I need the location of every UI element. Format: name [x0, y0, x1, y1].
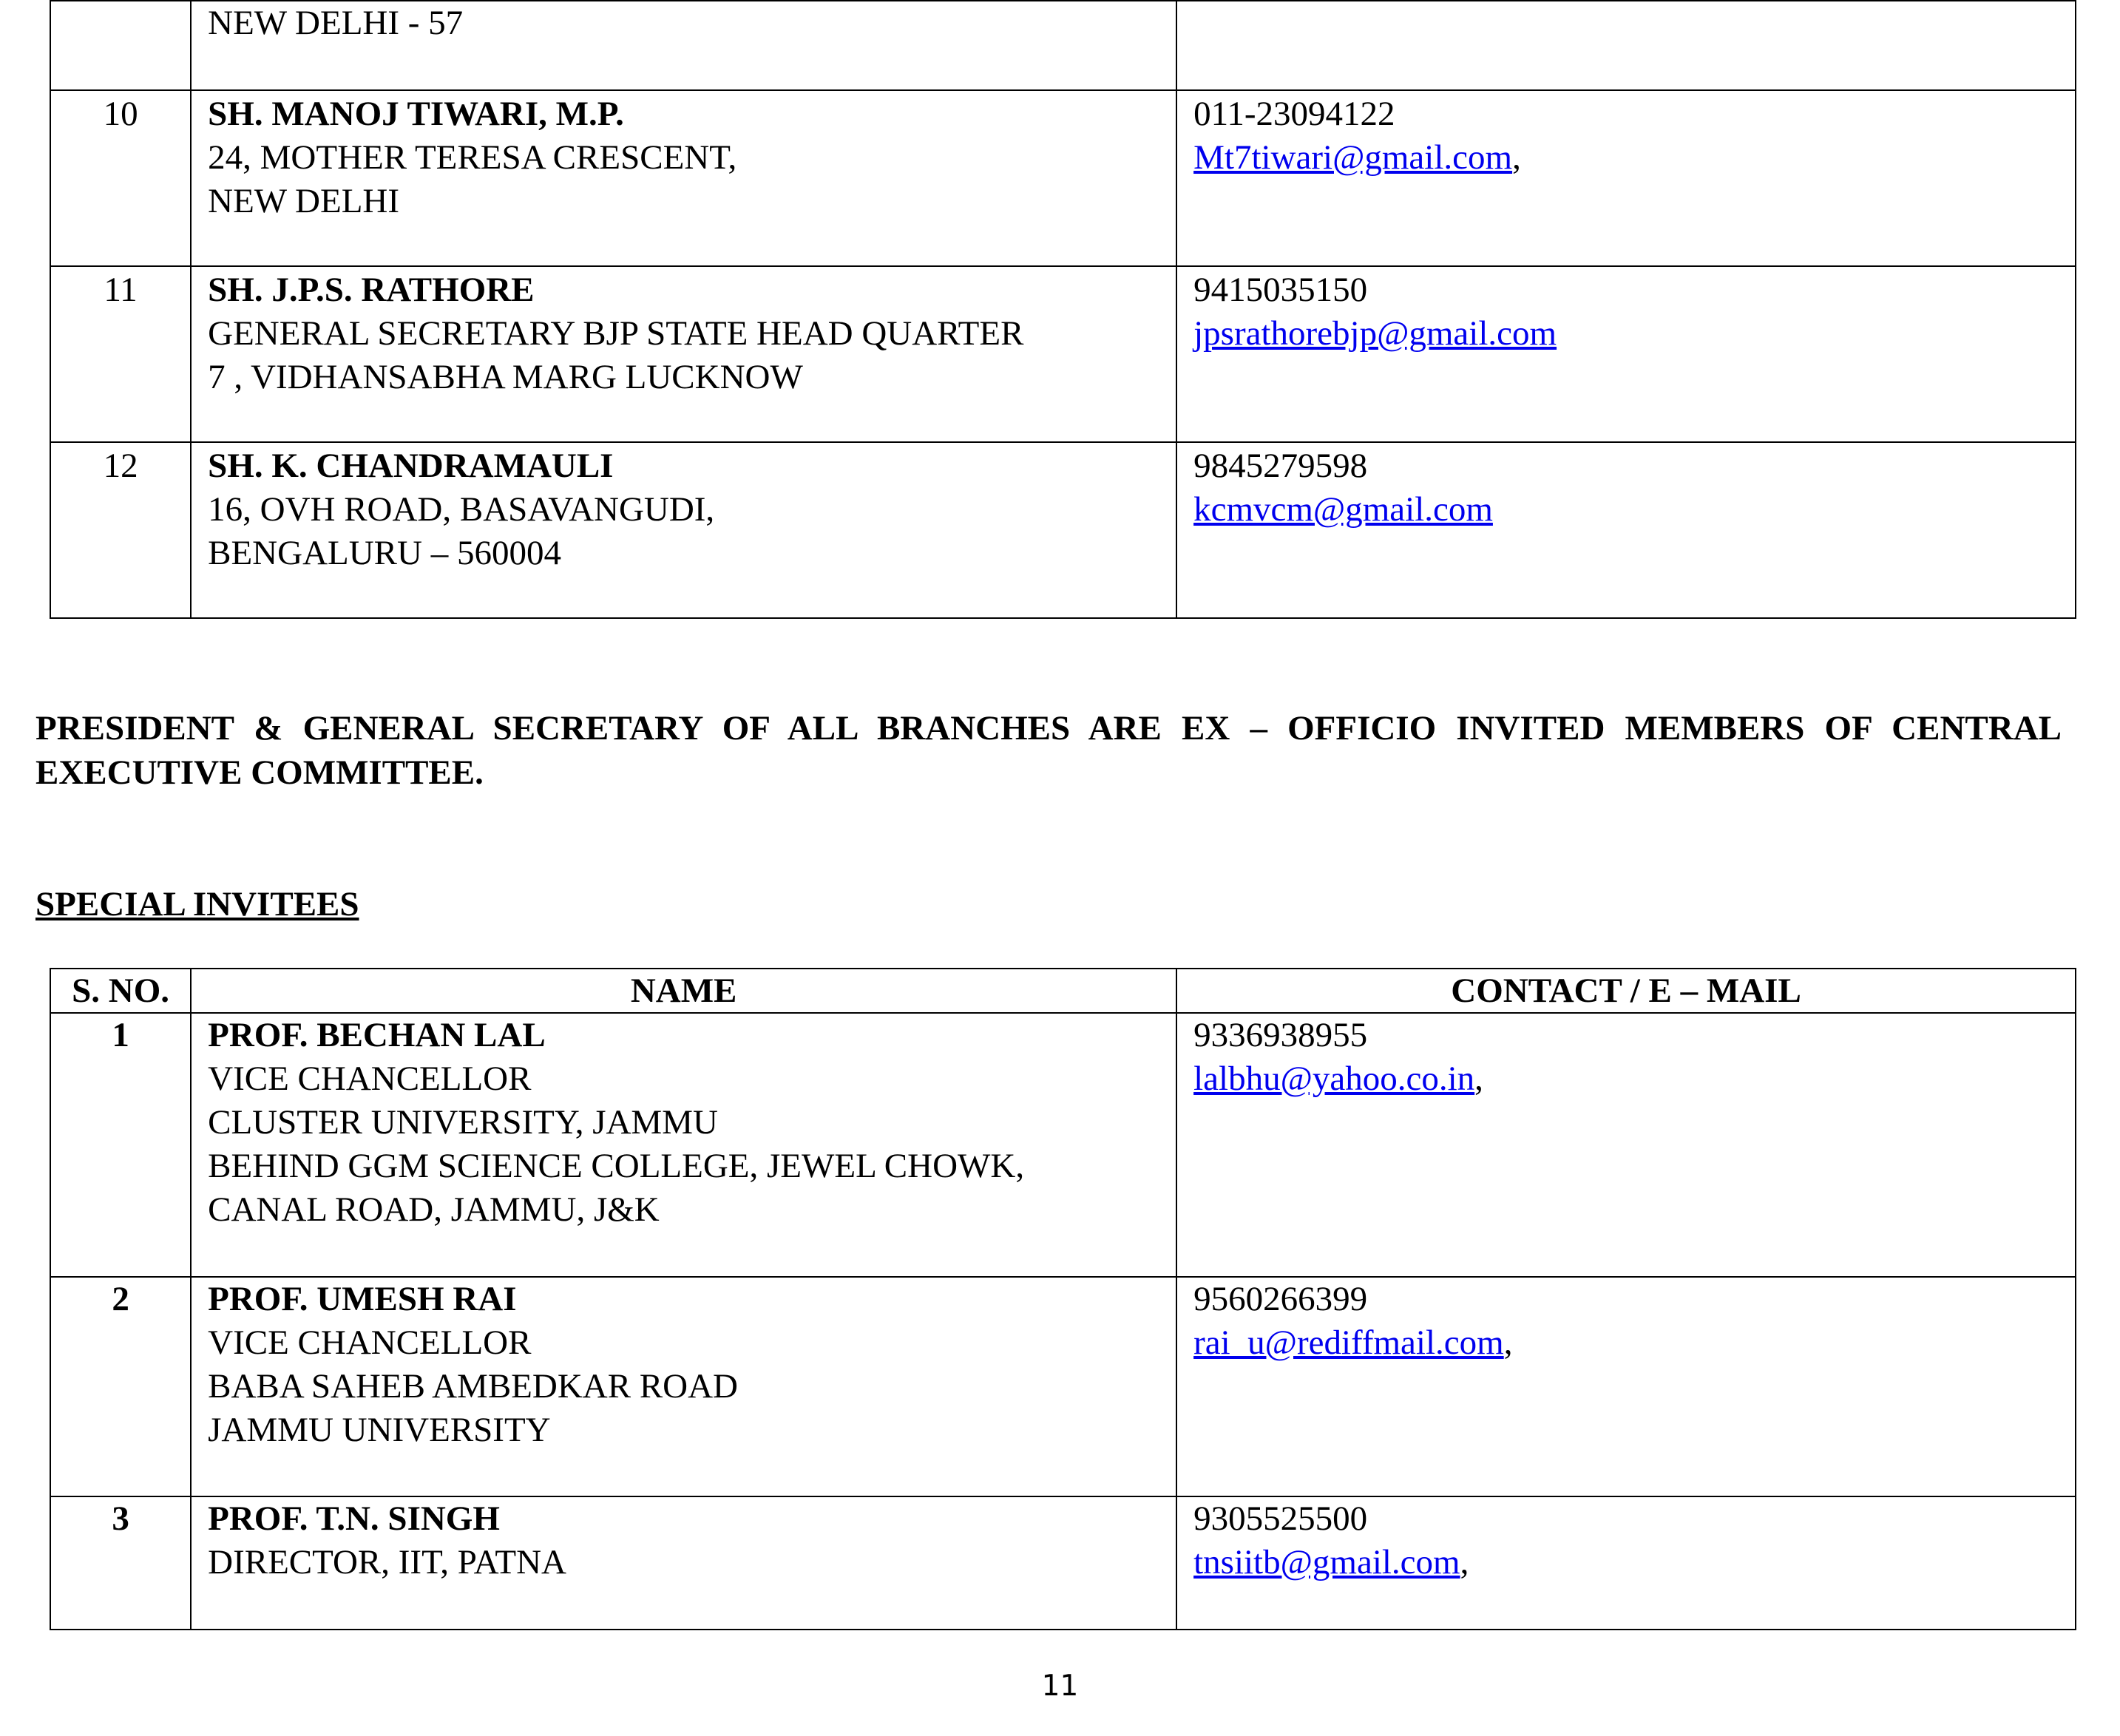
phone: 9336938955: [1193, 1016, 1368, 1054]
header-name: NAME: [191, 969, 1176, 1013]
table-row: [50, 1277, 2076, 1496]
members-table: [50, 0, 2076, 619]
member-name: SH. K. CHANDRAMAULI: [208, 447, 614, 485]
address-line: BABA SAHEB AMBEDKAR ROAD: [208, 1367, 738, 1406]
address-line: DIRECTOR, IIT, PATNA: [208, 1543, 566, 1581]
phone: 9560266399: [1193, 1280, 1368, 1318]
address-line: NEW DELHI: [208, 182, 399, 220]
email-link[interactable]: jpsrathorebjp@gmail.com: [1193, 314, 1557, 353]
name-cell: [191, 1496, 1176, 1630]
sno-cell: 12: [50, 442, 191, 618]
sno-cell: 2: [50, 1277, 191, 1496]
phone: 011-23094122: [1193, 95, 1395, 133]
invitee-name: PROF. UMESH RAI: [208, 1280, 517, 1318]
email-link[interactable]: rai_u@rediffmail.com: [1193, 1323, 1504, 1362]
address-line: NEW DELHI - 57: [208, 4, 464, 42]
phone: 9305525500: [1193, 1499, 1368, 1538]
address-line: 24, MOTHER TERESA CRESCENT,: [208, 138, 737, 177]
email-link[interactable]: lalbhu@yahoo.co.in: [1193, 1059, 1475, 1098]
name-cell: [191, 442, 1176, 618]
table-header-row: [50, 969, 2076, 1013]
ex-officio-notice: PRESIDENT & GENERAL SECRETARY OF ALL BRANCHES ARE EX – OFFICIO INVITED MEMBERS OF CENTRAL EXECUTIVE COMMITTEE.: [35, 709, 2062, 792]
email-link[interactable]: tnsiitb@gmail.com: [1193, 1543, 1460, 1581]
sno-cell: 1: [50, 1013, 191, 1277]
address-line: CLUSTER UNIVERSITY, JAMMU: [208, 1103, 718, 1142]
address-line: 7 , VIDHANSABHA MARG LUCKNOW: [208, 358, 803, 396]
invitee-name: PROF. BECHAN LAL: [208, 1016, 546, 1054]
email-link[interactable]: kcmvcm@gmail.com: [1193, 490, 1493, 529]
contact-cell: 9305525500 tnsiitb@gmail.com,: [1176, 1496, 2076, 1630]
name-cell: [191, 1013, 1176, 1277]
header-contact: CONTACT / E – MAIL: [1176, 969, 2076, 1013]
address-line: JAMMU UNIVERSITY: [208, 1411, 551, 1449]
table-row: [50, 266, 2076, 442]
table-row: [50, 90, 2076, 266]
phone: 9415035150: [1193, 271, 1368, 309]
sno-cell: 10: [50, 90, 191, 266]
address-line: CANAL ROAD, JAMMU, J&K: [208, 1190, 660, 1229]
contact-cell: 9336938955 lalbhu@yahoo.co.in,: [1176, 1013, 2076, 1277]
email-link[interactable]: Mt7tiwari@gmail.com: [1193, 138, 1513, 177]
member-name: SH. J.P.S. RATHORE: [208, 271, 535, 309]
name-cell: [191, 90, 1176, 266]
member-name: SH. MANOJ TIWARI, M.P.: [208, 95, 624, 133]
section-heading: SPECIAL INVITEES: [35, 885, 359, 923]
table-row: [50, 1496, 2076, 1630]
phone: 9845279598: [1193, 447, 1368, 485]
address-line: VICE CHANCELLOR: [208, 1059, 532, 1098]
name-cell: [191, 1277, 1176, 1496]
page-number: 11: [1041, 1669, 1079, 1703]
table-row: [50, 1, 2076, 90]
contact-cell: [1176, 442, 2076, 618]
sno-cell: [50, 1, 191, 90]
table-row: [50, 442, 2076, 618]
address-line: BENGALURU – 560004: [208, 534, 561, 572]
special-invitees-table: [50, 968, 2076, 1630]
header-sno: S. NO.: [50, 969, 191, 1013]
address-line: BEHIND GGM SCIENCE COLLEGE, JEWEL CHOWK,: [208, 1147, 1025, 1185]
invitee-name: PROF. T.N. SINGH: [208, 1499, 500, 1538]
address-line: VICE CHANCELLOR: [208, 1323, 532, 1362]
contact-cell: [1176, 1, 2076, 90]
address-line: 16, OVH ROAD, BASAVANGUDI,: [208, 490, 715, 529]
contact-cell: 011-23094122 Mt7tiwari@gmail.com,: [1176, 90, 2076, 266]
contact-cell: [1176, 266, 2076, 442]
name-cell: [191, 1, 1176, 90]
sno-cell: 11: [50, 266, 191, 442]
contact-cell: 9560266399 rai_u@rediffmail.com,: [1176, 1277, 2076, 1496]
sno-cell: 3: [50, 1496, 191, 1630]
table-row: [50, 1013, 2076, 1277]
name-cell: [191, 266, 1176, 442]
address-line: GENERAL SECRETARY BJP STATE HEAD QUARTER: [208, 314, 1024, 353]
